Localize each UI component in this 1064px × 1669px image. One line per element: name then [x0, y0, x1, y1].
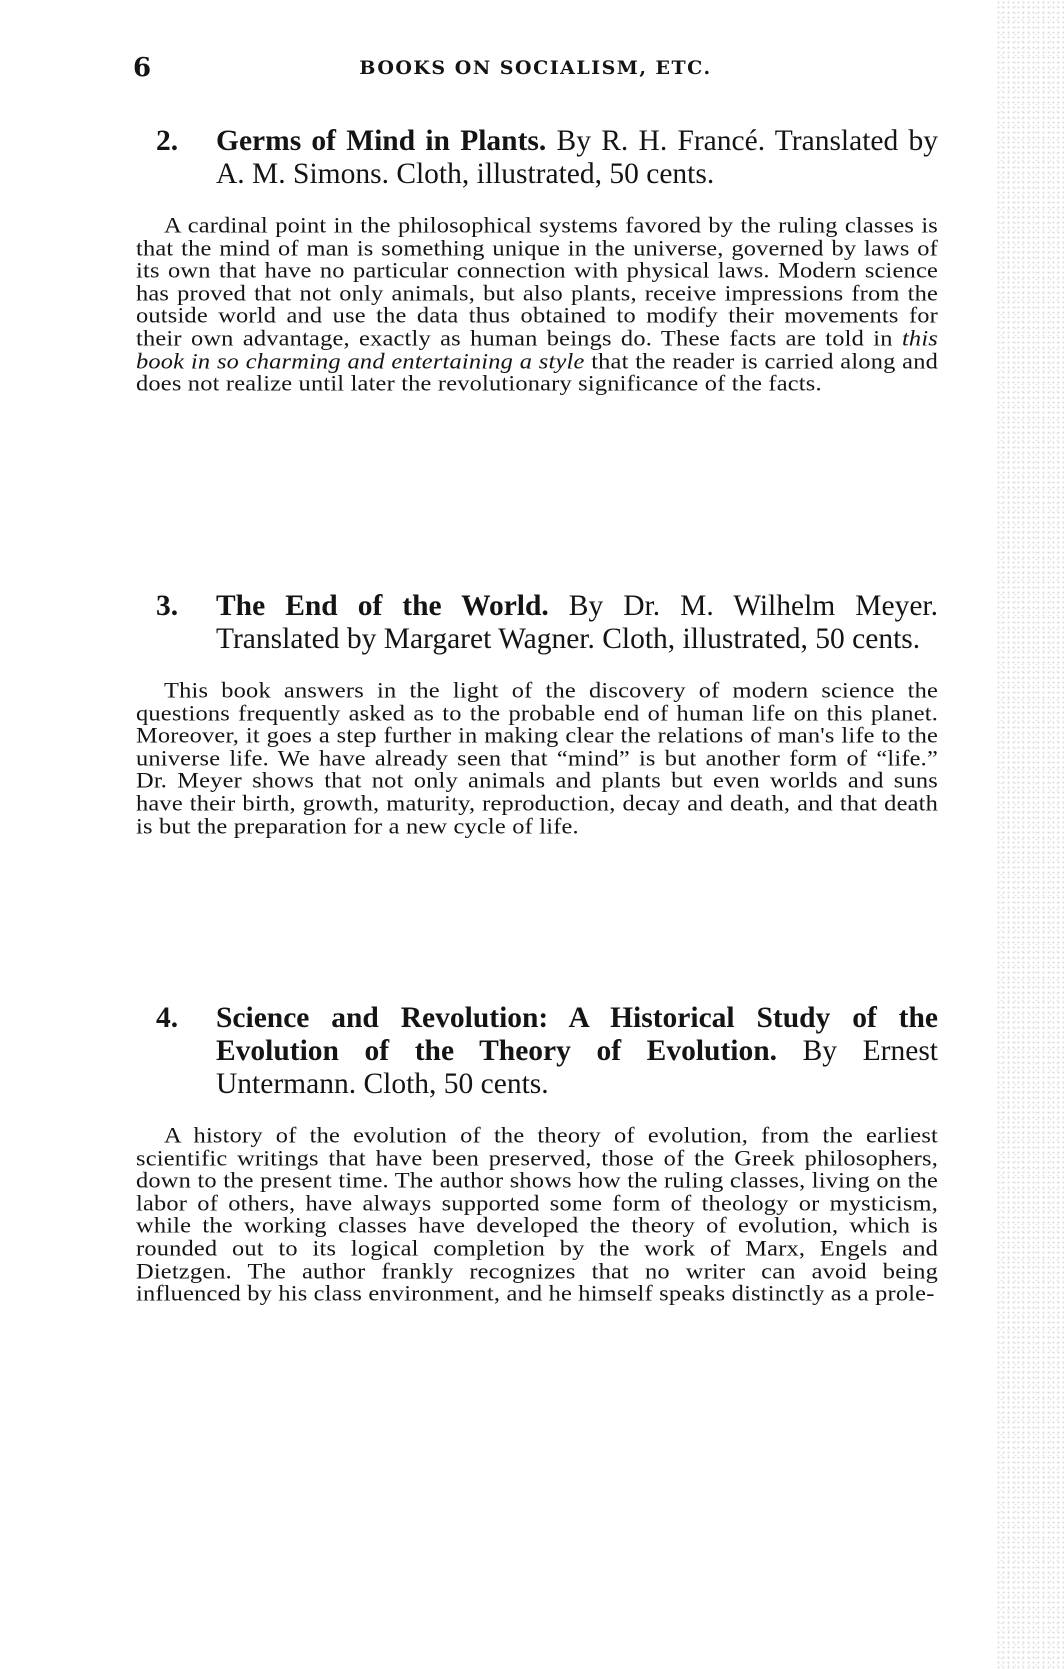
running-head: BOOKS ON SOCIALISM, ETC. — [359, 57, 712, 79]
entry-title — [136, 1002, 938, 1101]
entry-number: 3. — [156, 590, 179, 622]
page-number: 6 — [133, 53, 152, 83]
description-italic-text: this book in so charming and entertaining a style — [136, 326, 938, 374]
page-edge-speckle — [996, 0, 1064, 1669]
book-entry — [136, 125, 938, 412]
entry-description: This book answers in the light of the discovery of modern science the questions frequently asked as to the probable end of human life on this planet. Moreover, it goes a step further in making clear the relations of man's life to the universe life. We have already seen that “mind” is but another form of “life.” Dr. Meyer shows that not only animals and plants but even worlds and suns have their birth, growth, maturity, reproduction, decay and death, and that death is but the preparation for a new cycle of life. — [136, 678, 938, 839]
entry-title — [136, 125, 938, 191]
book-details: By Dr. M. Wilhelm Meyer. Translated by Margaret Wagner. Cloth, illustrated, 50 cents. — [216, 590, 938, 655]
entry-number: 4. — [156, 1002, 179, 1034]
entry-description: A history of the evolution of the theory of evolution, from the earliest scientific writings that have been preserved, those of the Greek philosophers, down to the present time. The author shows how the ruling classes, living on the labor of others, have always supported some form of theology or mysticism, while the working classes have developed the theory of evolution, which is rounded out to its logical completion by the work of Marx, Engels and Dietzgen. The author frankly recognizes that no writer can avoid being influenced by his class environment, and he himself speaks distinctly as a prole- — [136, 1123, 938, 1307]
book-entry — [136, 590, 938, 852]
description-text-end: that the reader is carried along and does not realize until later the revolutionary significance of the facts. — [136, 348, 938, 397]
entry-title — [136, 590, 938, 656]
book-details: By Ernest Untermann. Cloth, 50 cents. — [216, 1035, 938, 1100]
entry-number: 2. — [156, 125, 179, 157]
entry-description — [136, 215, 938, 396]
page-header — [133, 50, 938, 86]
book-title: Germs of Mind in Plants. — [216, 125, 547, 157]
book-details: By R. H. Francé. Translated by A. M. Simons. Cloth, illustrated, 50 cents. — [216, 125, 938, 190]
description-text: A cardinal point in the philosophical systems favored by the ruling classes is that the mind of man is something unique in the universe, governed by laws of its own that have no particular connection with physical laws. Modern science has proved that not only animals, but also plants, receive impressions from the outside world and use the data thus obtained to modify their movements for their own advantage, exactly as human beings do. These facts are told in — [136, 213, 938, 352]
book-title: Science and Revolution: A Historical Study of the Evolution of the Theory of Evolution. — [216, 1002, 938, 1067]
book-entry — [136, 1002, 938, 1322]
book-title: The End of the World. — [216, 590, 549, 622]
